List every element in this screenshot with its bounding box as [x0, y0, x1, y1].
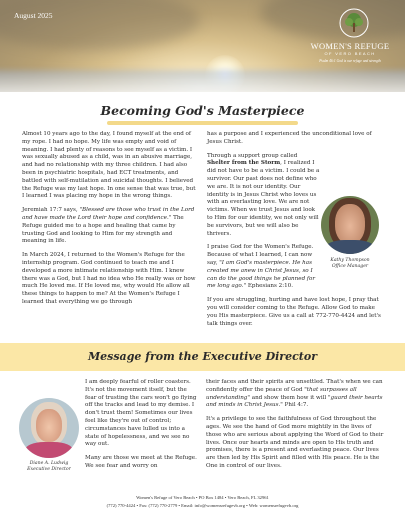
photo-caption — [312, 258, 388, 270]
photo-caption — [12, 461, 86, 473]
paragraph: In March 2024, I returned to the Women's Refuge for the internship program. God continued to teach me and I developed a more intimate relationship with Him. I knew there was a God, but I had no idea who He really was or how much He loved me. If He loved me, why would He allow all these things to happen to me? At the Women's Refuge I learned that everything we go through — [22, 252, 196, 305]
paragraph: It's a privilege to see the faithfulness of God throughout the ages. We see the hand of God more mightily in the lives of those who are serious about applying the Word of God to their lives. Once our hearts and minds are open to His truth and promises, there is a present and everlasting peace. Our lives are then led by His Spirit and filled with His peace. He is the One in control of our lives. — [206, 416, 384, 469]
paragraph: If you are struggling, hurting and have lost hope, I pray that you will consider coming to the Refuge. Allow God to make you His masterpiece. Give us a call at 772-770-4424 and let's talk things over. — [207, 297, 381, 327]
title-highlight — [107, 121, 298, 125]
scripture-quote: "that surpasses all understanding" — [206, 386, 357, 401]
caption-name: Diane A. Ludwig — [29, 461, 69, 466]
paragraph: Jeremiah 17:7 says, "Blessed are those who trust in the Lord and have made the Lord their hope and confidence." The Refuge guided me to a hope and healing that came by trusting God and looking to Him for my strength and meaning in life. — [22, 207, 195, 245]
footer-contact: (772) 770-4424 • Fax: (772) 770-2779 • Email: info@womensrefugevb.org • Web: womensrefugevb.org — [106, 503, 299, 508]
paragraph: Through a support group called Shelter from the Storm, I realized I did not have to be a victim. I could be a survivor. Our past does not define who we are. It is not our identity. Our identity is in Jesus Christ who loves us with an everlasting love. We are not victims. When we trust Jesus and look to Him for our identity, we not only will be survivors, but we will also be thrivers. — [207, 152, 320, 237]
paragraph: has a purpose and I experienced the unconditional love of Jesus Christ. — [207, 131, 372, 145]
paragraph: I praise God for the Women's Refuge. Because of what I learned, I can now say, "I am God's masterpiece. He has created me anew in Christ Jesus, so I can do the good things he planned for me long ago." Ephesians 2:10. — [207, 244, 316, 290]
cloud-shape — [0, 0, 200, 50]
caption-name: Kathy Thompson — [330, 258, 370, 263]
article-column-left — [22, 131, 198, 313]
article-title: Becoming God's Masterpiece — [100, 103, 305, 118]
horizon-haze — [0, 70, 405, 92]
scripture-quote: "I am God's masterpiece. He has created me anew in Christ Jesus, so I can do the good things he planned for me long ago." — [207, 259, 316, 290]
staff-photo — [321, 196, 379, 254]
tagline: Psalm 46:1 God is our refuge and strength — [319, 59, 381, 63]
footer-address: Women's Refuge of Vero Beach • PO Box 1484 • Vero Beach, FL 32961 — [136, 495, 269, 500]
cloud-shape — [260, 0, 405, 40]
program-name: Shelter from the Storm — [207, 160, 281, 167]
director-photo — [19, 398, 79, 458]
scripture-quote: "guard their hearts and minds in Christ Jesus." — [206, 394, 383, 409]
director-column-right — [206, 379, 386, 477]
paragraph: Almost 10 years ago to the day, I found myself at the end of my rope. I had no hope. My life was empty and void of meaning. I had plenty of reasons to see myself as a victim. I was sexually abused as a child, was in an abusive marriage, and had no relationship with my three children. I had also been in psychiatric hospitals, had ECT treatments, and battled with self-mutilation and suicidal thoughts. I believed the Refuge was my last hope. In one sense that was true, but I learned I was placing my hope in the wrong things. — [22, 131, 196, 200]
caption-title: Office Manager — [331, 264, 369, 269]
org-location: OF VERO BEACH — [324, 51, 376, 56]
scripture-quote: "Blessed are those who trust in the Lord and have made the Lord their hope and confidence." — [22, 207, 195, 221]
paragraph: their faces and their spirits are unsettled. That's when we can confidently offer the peace of God "that surpasses all understanding" and show them how it will "guard their hearts and minds in Christ Jesus." Phil 4:7. — [206, 379, 383, 409]
issue-date: August 2025 — [14, 11, 53, 20]
caption-title: Executive Director — [27, 467, 71, 472]
scripture-ref: Jeremiah 17:7 says, — [22, 207, 78, 214]
director-column-left — [85, 379, 199, 477]
org-name: WOMEN'S REFUGE — [310, 41, 390, 51]
tree-logo-icon — [339, 8, 369, 38]
section-title: Message from the Executive Director — [88, 350, 317, 363]
paragraph: Many are those we meet at the Refuge. We see fear and worry on — [85, 455, 197, 469]
paragraph: I am deeply fearful of roller coasters. It's not the movement itself, but the fear of trusting the cars won't go flying off the tracks and lead to my demise. I don't trust them! Sometimes our lives feel like they're out of control; circumstances have lulled us into a state of hopelessness, and we see no way out. — [85, 379, 197, 448]
